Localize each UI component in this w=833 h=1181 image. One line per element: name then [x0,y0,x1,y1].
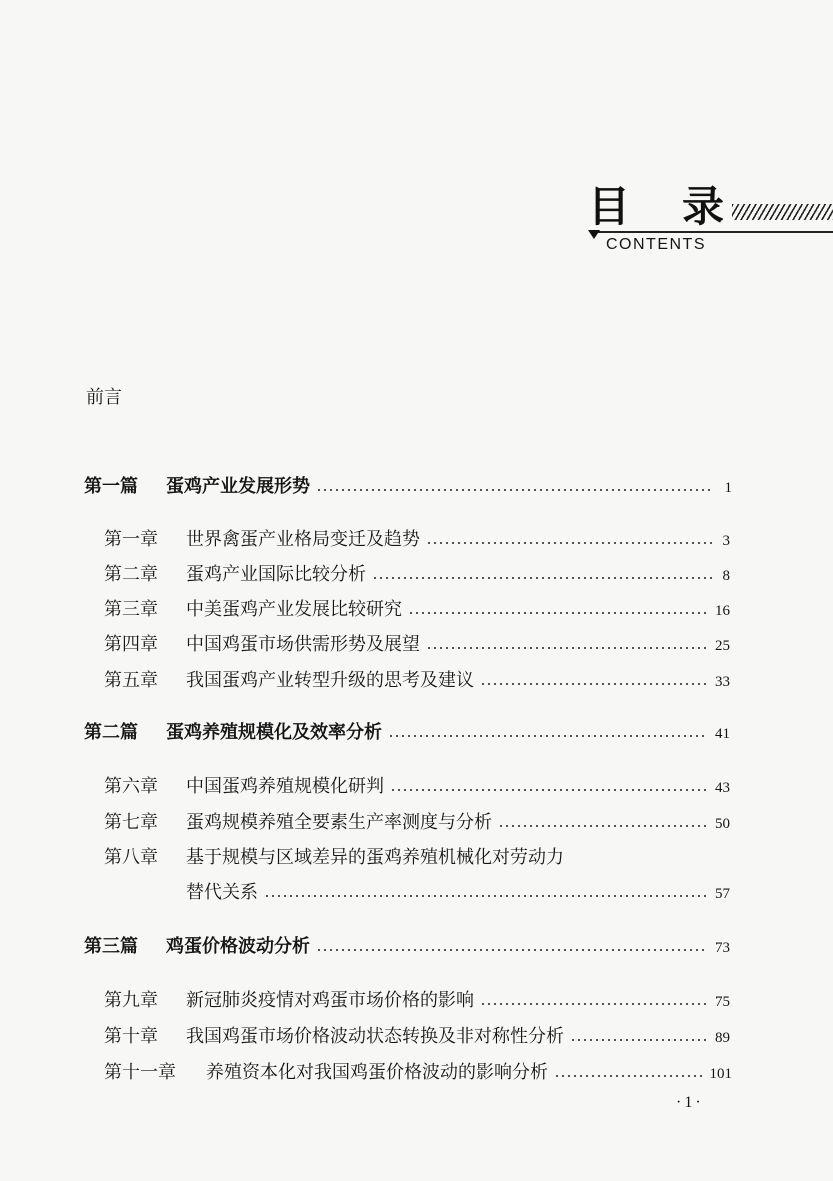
toc-chapter-8-line-2[interactable] [186,880,730,906]
page-number: 33 [715,674,730,690]
hatch-decoration [732,204,833,220]
chapter-label: 第三章 [104,599,158,620]
chapter-title: 中美蛋鸡产业发展比较研究 [186,599,402,620]
toc-chapter-5[interactable] [104,668,730,694]
page-number: 57 [715,886,730,902]
chapter-title-continued: 替代关系 [186,882,258,903]
toc-part-1[interactable] [84,474,732,500]
page-number: 89 [715,1030,730,1046]
toc-chapter-7[interactable] [104,810,730,836]
toc-chapter-4[interactable] [104,632,730,658]
page-folio: ·1· [676,1094,704,1111]
toc-chapter-1[interactable] [104,527,730,553]
dot-leader [390,788,707,792]
chapter-label: 第二章 [104,564,158,585]
part-label: 第三篇 [84,936,138,957]
part-title: 鸡蛋价格波动分析 [166,936,310,957]
chapter-label: 第八章 [104,847,158,868]
dot-leader [570,1038,707,1042]
toc-chapter-6[interactable] [104,774,730,800]
toc-chapter-2[interactable] [104,562,730,588]
part-title: 蛋鸡产业发展形势 [166,476,310,497]
triangle-marker-icon [588,230,600,239]
toc-chapter-10[interactable] [104,1024,730,1050]
chapter-label: 第六章 [104,776,158,797]
toc-chapter-3[interactable] [104,597,730,623]
page-number: 16 [715,603,730,619]
dot-leader [480,682,707,686]
chapter-label: 第五章 [104,670,158,691]
part-label: 第二篇 [84,722,138,743]
chapter-title: 蛋鸡规模养殖全要素生产率测度与分析 [186,812,492,833]
chapter-label: 第七章 [104,812,158,833]
dot-leader [316,948,707,952]
dot-leader [426,541,712,545]
page-number: 8 [722,568,730,584]
chapter-label: 第十章 [104,1026,158,1047]
chapter-title: 蛋鸡产业国际比较分析 [186,564,366,585]
chapter-label: 第一章 [104,529,158,550]
chapter-title: 中国鸡蛋市场供需形势及展望 [186,634,420,655]
dot-leader [316,488,714,492]
toc-part-2[interactable] [84,720,730,746]
page-number: 1 [724,480,732,496]
part-label: 第一篇 [84,476,138,497]
header-underline [596,231,833,233]
dot-leader [426,646,707,650]
header-title-char-1: 目 [588,182,631,231]
toc-chapter-9[interactable] [104,988,730,1014]
page-number: 3 [722,533,730,549]
page-number: 25 [715,638,730,654]
chapter-title: 养殖资本化对我国鸡蛋价格波动的影响分析 [206,1062,548,1083]
chapter-label: 第九章 [104,990,158,1011]
dot-leader [388,734,707,738]
page-number: 101 [709,1066,732,1082]
chapter-title: 我国鸡蛋市场价格波动状态转换及非对称性分析 [186,1026,564,1047]
header-subtitle: CONTENTS [606,236,706,253]
chapter-label: 第十一章 [104,1062,176,1083]
page-number: 41 [715,726,730,742]
page-number: 75 [715,994,730,1010]
chapter-title: 新冠肺炎疫情对鸡蛋市场价格的影响 [186,990,474,1011]
chapter-title: 中国蛋鸡养殖规模化研判 [186,776,384,797]
toc-header [586,184,833,264]
toc-part-3[interactable] [84,934,730,960]
chapter-title: 基于规模与区域差异的蛋鸡养殖机械化对劳动力 [186,847,564,868]
dot-leader [372,576,712,580]
dot-leader [554,1074,702,1078]
toc-chapter-8-line-1[interactable] [104,845,564,871]
foreword-entry[interactable]: 前言 [86,387,122,408]
dot-leader [264,894,707,898]
chapter-label: 第四章 [104,634,158,655]
page-number: 73 [715,940,730,956]
header-title-char-2: 录 [682,182,725,231]
toc-chapter-11[interactable] [104,1060,732,1086]
chapter-title: 世界禽蛋产业格局变迁及趋势 [186,529,420,550]
dot-leader [408,611,707,615]
page-number: 43 [715,780,730,796]
dot-leader [498,824,707,828]
chapter-title: 我国蛋鸡产业转型升级的思考及建议 [186,670,474,691]
part-title: 蛋鸡养殖规模化及效率分析 [166,722,382,743]
dot-leader [480,1002,707,1006]
page-number: 50 [715,816,730,832]
